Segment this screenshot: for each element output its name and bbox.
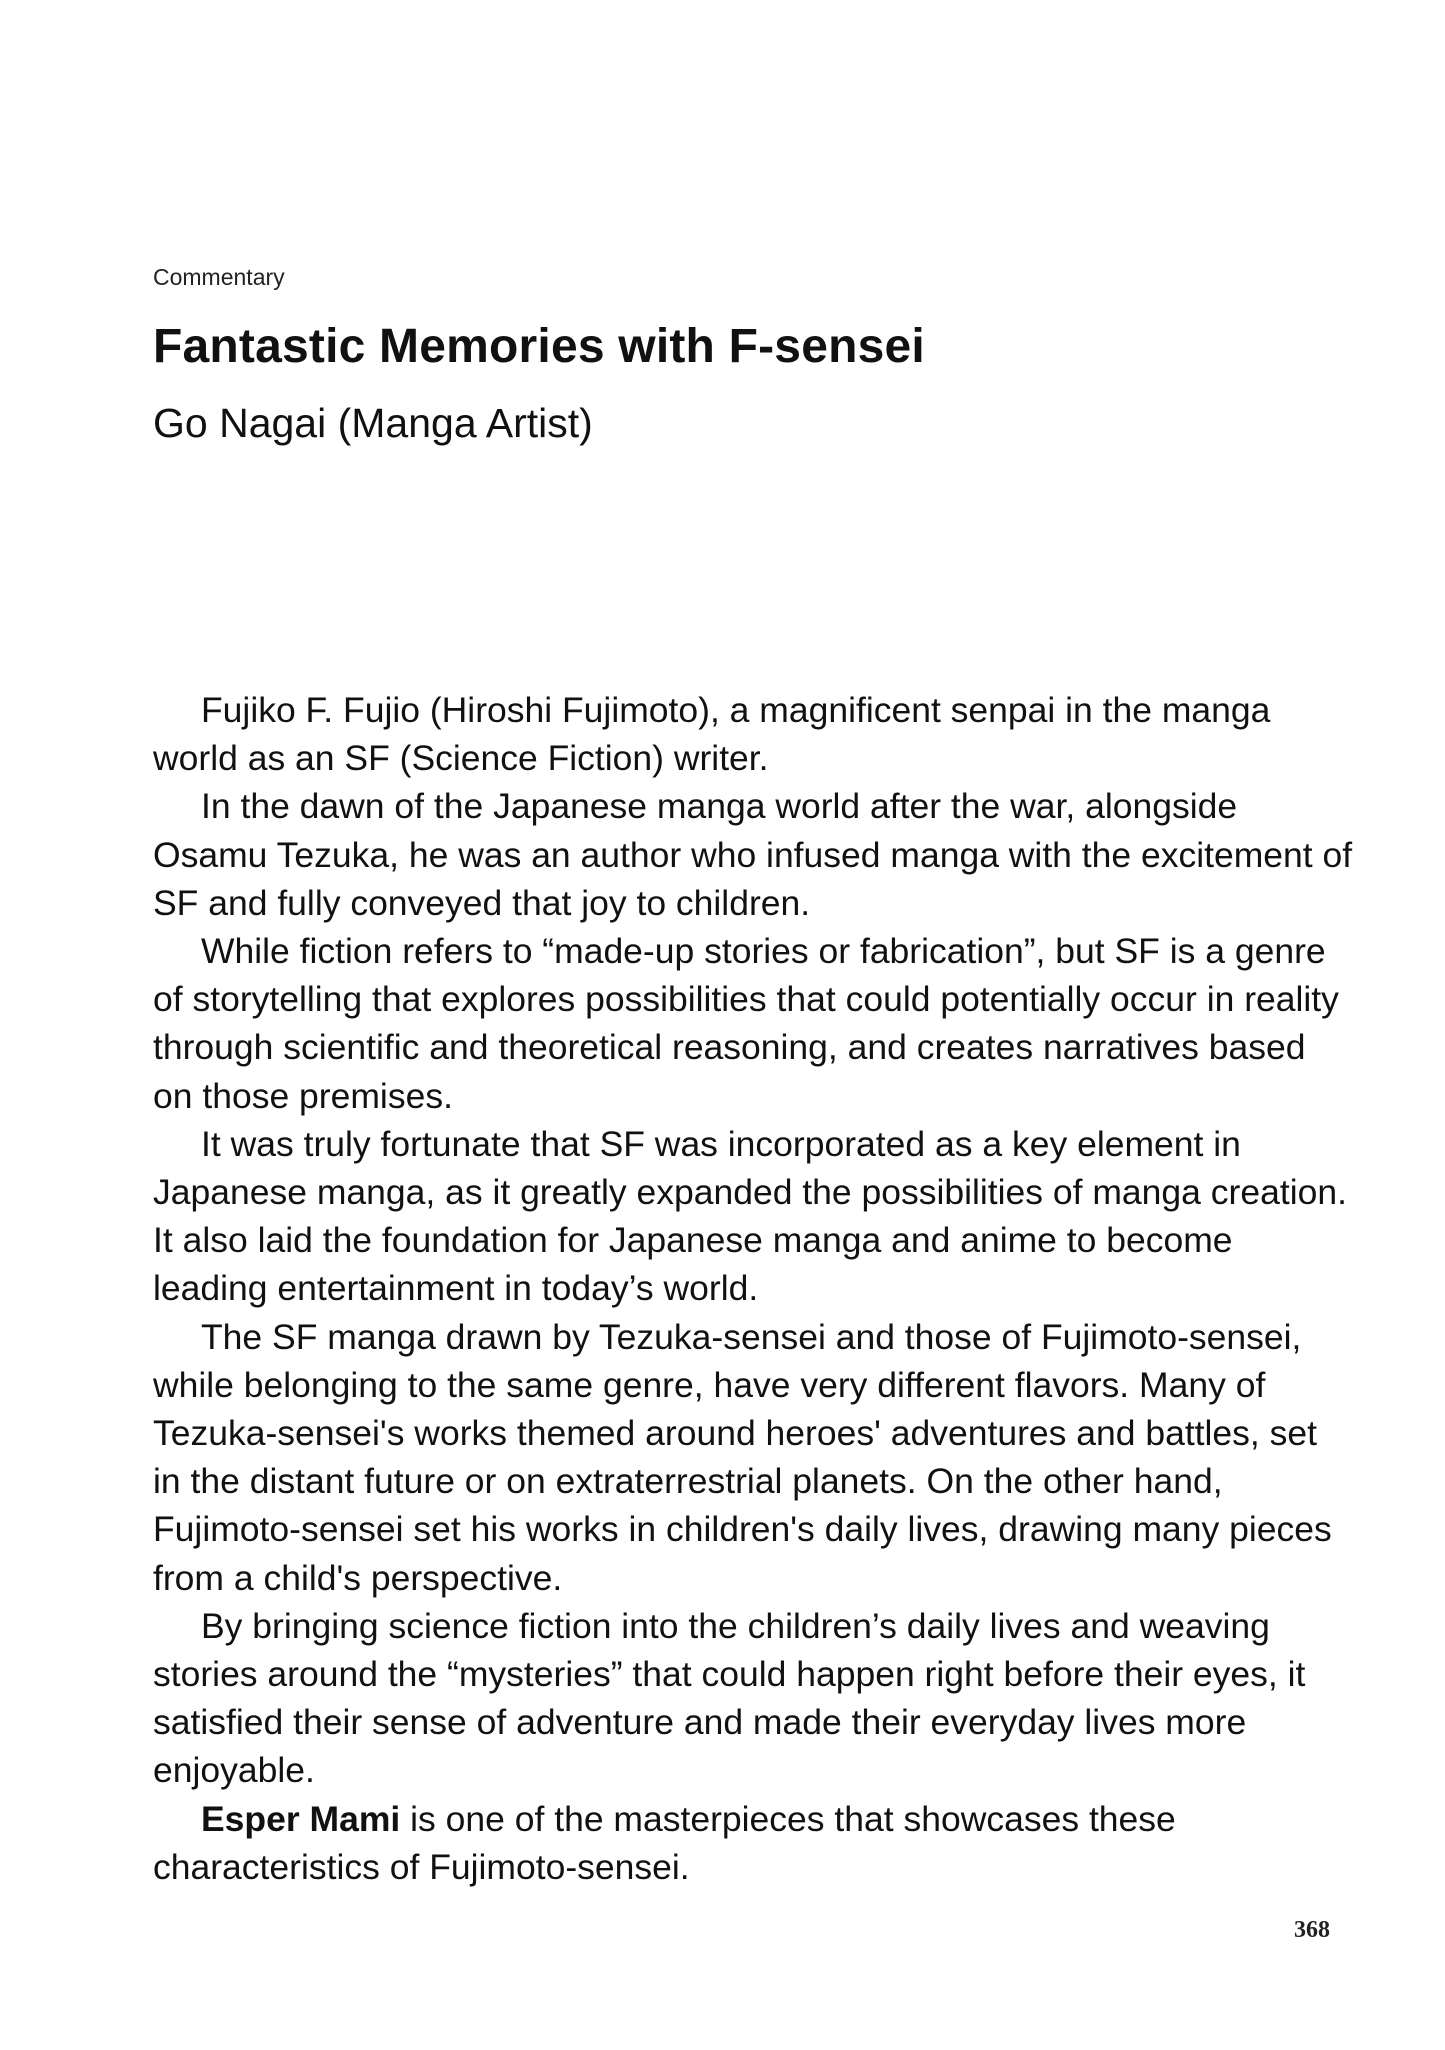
paragraph-4: It was truly fortunate that SF was incorporated as a key element in Japanese manga, as it greatly expanded the possibilities of manga creation. It also laid the foundation for Japanese manga and anime to become leading entertainment in today’s world. bbox=[153, 1123, 1347, 1309]
article-body bbox=[153, 686, 1353, 1891]
paragraph-7 bbox=[153, 1795, 1353, 1891]
paragraph-6: By bringing science fiction into the children’s daily lives and weaving stories around the “mysteries” that could happen right before their eyes, it satisfied their sense of adventure and made their everyday lives more enjoyable. bbox=[153, 1605, 1306, 1791]
paragraph-5: The SF manga drawn by Tezuka-sensei and those of Fujimoto-sensei, while belonging to the same genre, have very different flavors. Many of Tezuka-sensei's works themed around heroes' adventures and battles, set in the distant future or on extraterrestrial planets. On the other hand, Fujimoto-sensei set his works in children's daily lives, drawing many pieces from a child's perspective. bbox=[153, 1316, 1332, 1598]
work-title: Esper Mami bbox=[201, 1798, 401, 1839]
article-title: Fantastic Memories with F-sensei bbox=[153, 320, 925, 373]
paragraph-3: While fiction refers to “made-up stories or fabrication”, but SF is a genre of storytelling that explores possibilities that could potentially occur in reality through scientific and theoretical reasoning, and creates narratives based on those premises. bbox=[153, 931, 1339, 1116]
paragraph-1: Fujiko F. Fujio (Hiroshi Fujimoto), a magnificent senpai in the manga world as an SF (Science Fiction) writer. bbox=[153, 690, 1271, 779]
author-byline: Go Nagai (Manga Artist) bbox=[153, 400, 593, 446]
section-label: Commentary bbox=[153, 264, 285, 290]
paragraph-2: In the dawn of the Japanese manga world after the war, alongside Osamu Tezuka, he was an author who infused manga with the excitement of SF and fully conveyed that joy to children. bbox=[153, 786, 1353, 923]
page-number: 368 bbox=[1294, 1917, 1330, 1943]
paragraph-7-text: is one of the masterpieces that showcases these characteristics of Fujimoto-sensei. bbox=[153, 1798, 1176, 1887]
